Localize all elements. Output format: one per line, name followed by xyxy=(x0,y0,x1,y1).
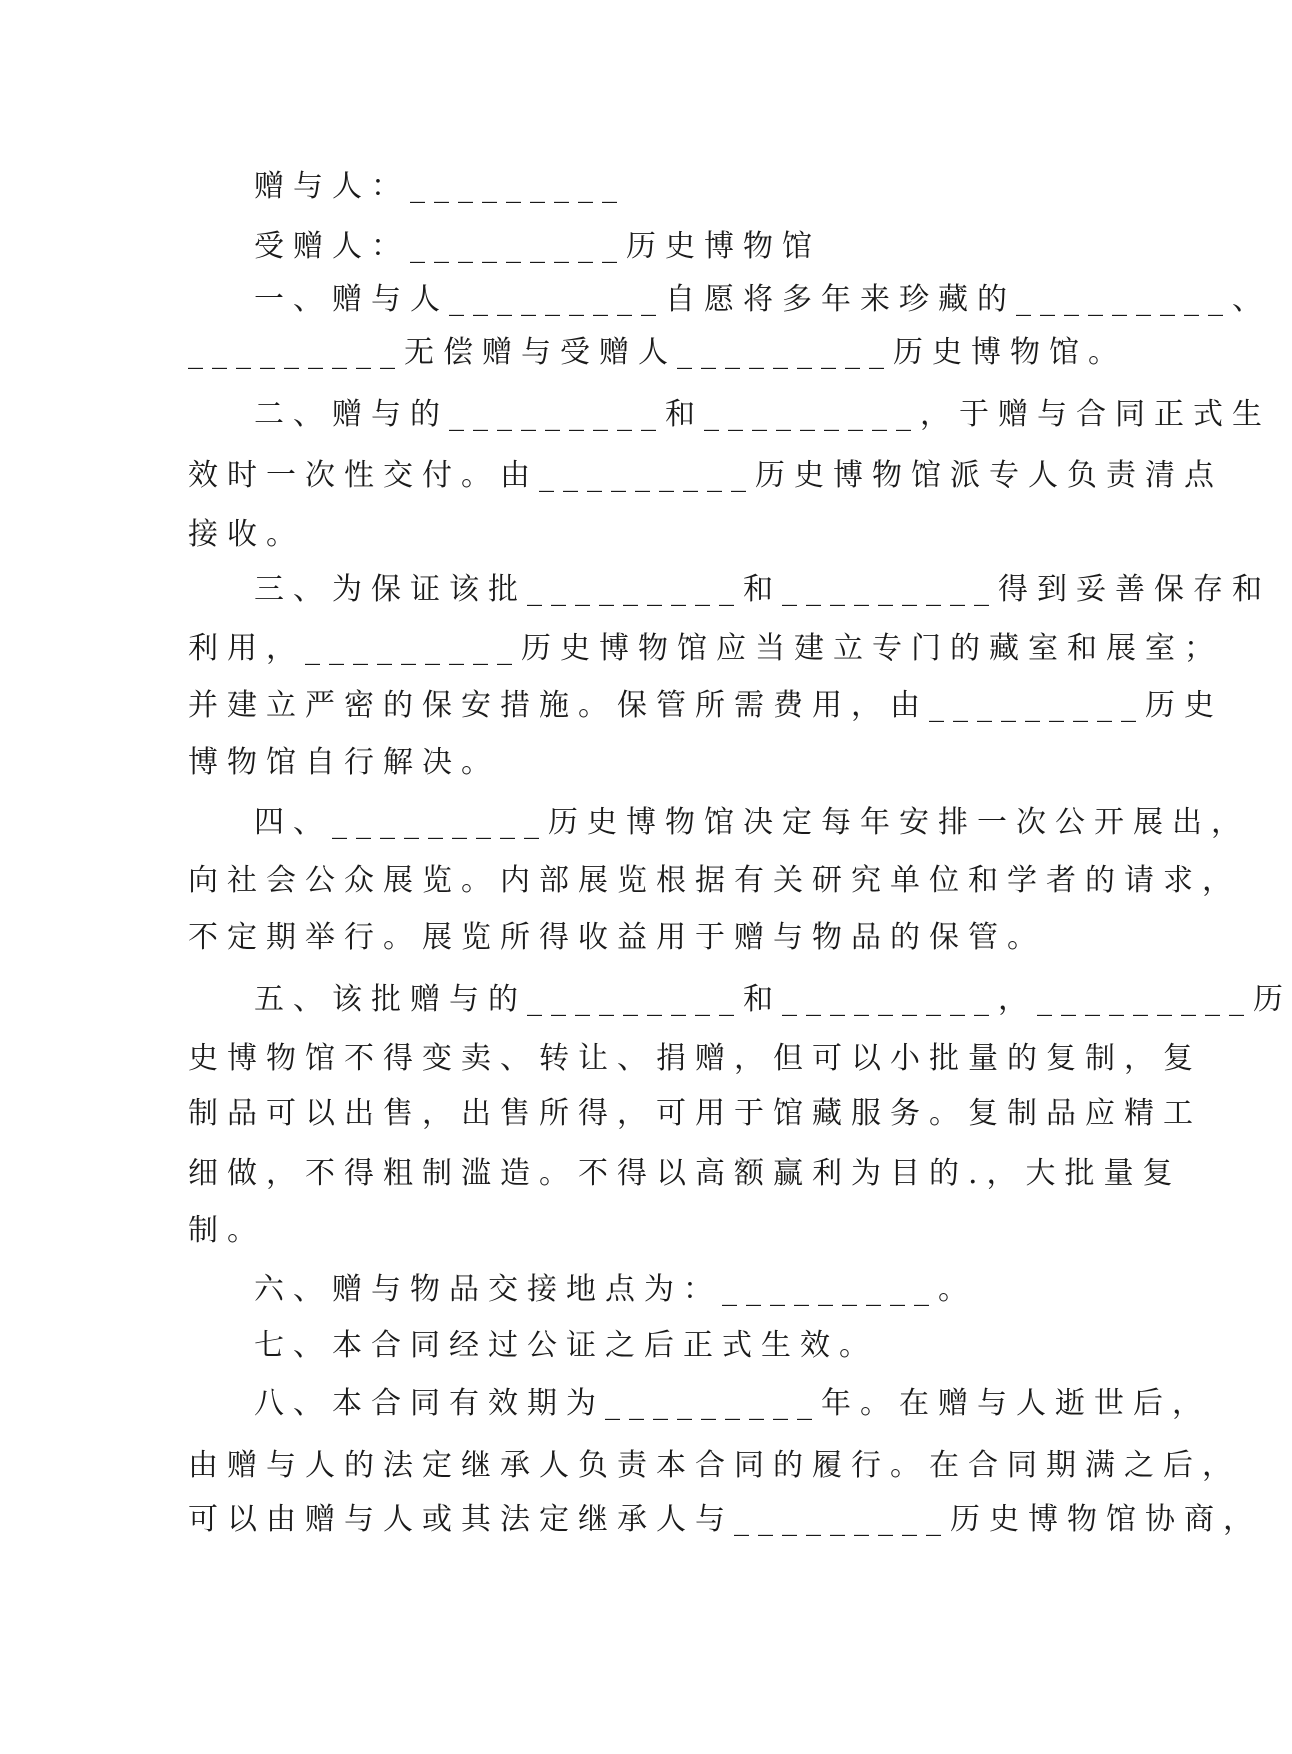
clause-8-line-1: 八、本合同有效期为_________年。在赠与人逝世后， xyxy=(254,1386,1211,1421)
clause-1-line-1: 一、赠与人_________自愿将多年来珍藏的_________、 xyxy=(254,282,1271,317)
clause-3-line-4: 博物馆自行解决。 xyxy=(188,745,500,780)
clause-8-line-3: 可以由赠与人或其法定继承人与_________历史博物馆协商， xyxy=(188,1502,1262,1537)
clause-5-line-3: 制品可以出售，出售所得，可用于馆藏服务。复制品应精工 xyxy=(188,1096,1202,1131)
clause-4-line-2: 向社会公众展览。内部展览根据有关研究单位和学者的请求， xyxy=(188,863,1241,898)
clause-2-line-2: 效时一次性交付。由_________历史博物馆派专人负责清点 xyxy=(188,458,1223,493)
recipient-line: 受赠人：_________历史博物馆 xyxy=(254,229,821,264)
clause-2-line-3: 接收。 xyxy=(188,517,305,552)
clause-4-line-1: 四、_________历史博物馆决定每年安排一次公开展出， xyxy=(254,805,1250,840)
clause-5-line-4: 细做，不得粗制滥造。不得以高额赢利为目的.，大批量复 xyxy=(188,1156,1182,1191)
clause-3-line-2: 利用，_________历史博物馆应当建立专门的藏室和展室； xyxy=(188,631,1223,666)
clause-7-line: 七、本合同经过公证之后正式生效。 xyxy=(254,1328,878,1363)
clause-2-line-1: 二、赠与的_________和_________，于赠与合同正式生 xyxy=(254,397,1271,432)
clause-1-line-2: _________无偿赠与受赠人_________历史博物馆。 xyxy=(188,335,1127,370)
clause-5-line-5: 制。 xyxy=(188,1213,266,1248)
donor-line: 赠与人：_________ xyxy=(254,169,626,204)
clause-8-line-2: 由赠与人的法定继承人负责本合同的履行。在合同期满之后， xyxy=(188,1448,1241,1483)
clause-3-line-1: 三、为保证该批_________和_________得到妥善保存和 xyxy=(254,572,1271,607)
clause-6-line: 六、赠与物品交接地点为：_________。 xyxy=(254,1272,977,1307)
clause-4-line-3: 不定期举行。展览所得收益用于赠与物品的保管。 xyxy=(188,920,1046,955)
clause-5-line-1: 五、该批赠与的_________和_________，_________历 xyxy=(254,982,1292,1017)
clause-3-line-3: 并建立严密的保安措施。保管所需费用，由_________历史 xyxy=(188,688,1223,723)
clause-5-line-2: 史博物馆不得变卖、转让、捐赠，但可以小批量的复制，复 xyxy=(188,1041,1202,1076)
